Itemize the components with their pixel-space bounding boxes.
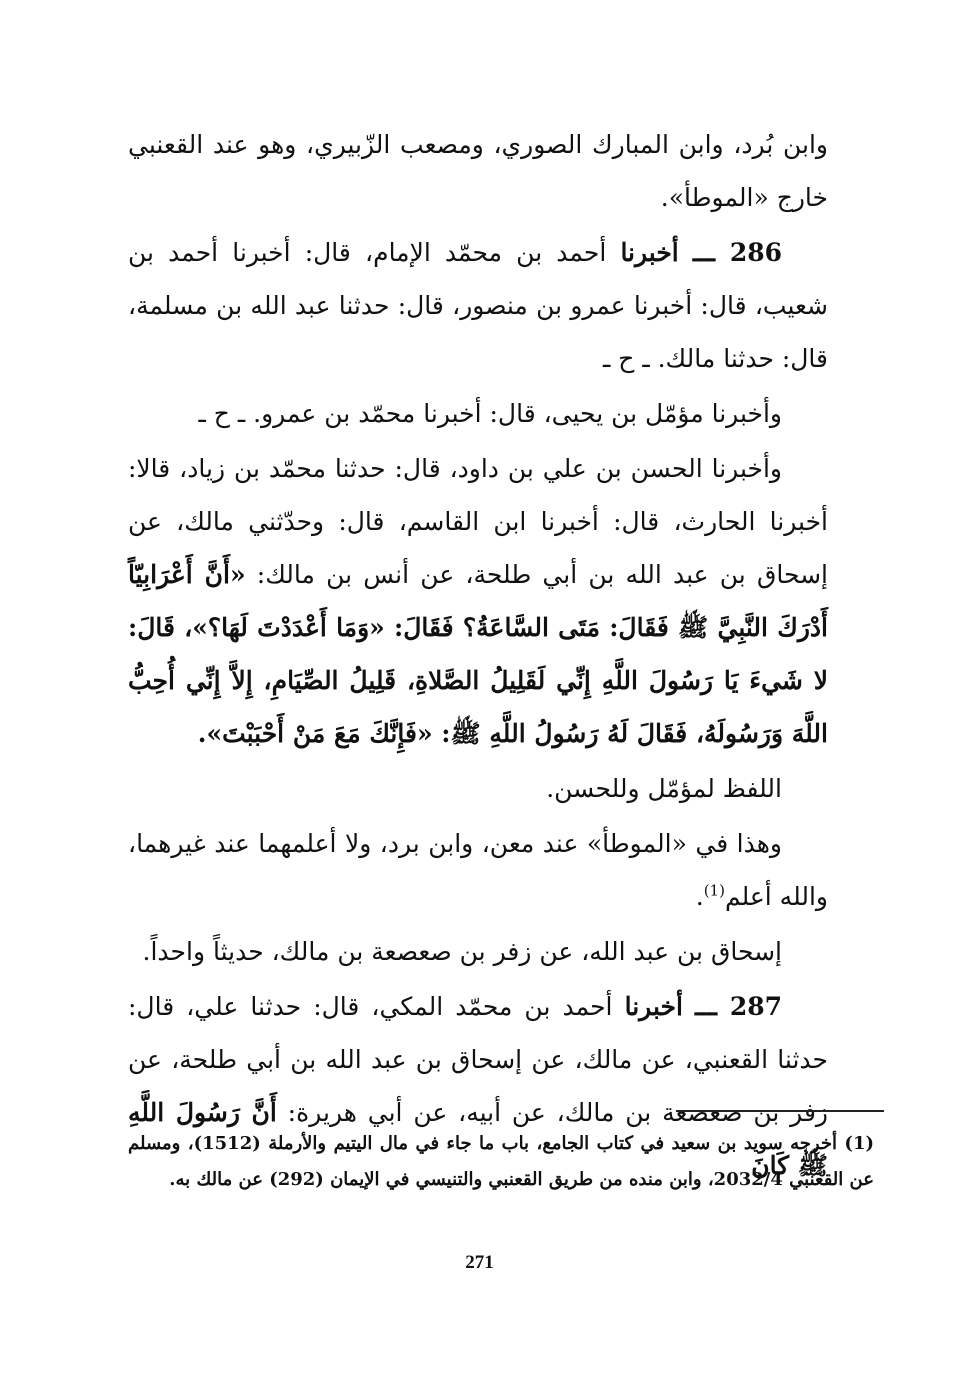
paragraph-text: وأخبرنا الحسن بن علي بن داود، قال: حدثنا محمّد بن زياد، قالا: أخبرنا الحارث، قال: أخبرنا ابن القاسم، قال: وحدّثني مالك، عن إسحاق بن عبد الله بن أبي طلحة، عن أنس بن مالك: bbox=[128, 454, 828, 589]
hadith-286 bbox=[128, 226, 828, 385]
hadith-lead-word: أخبرنا bbox=[620, 238, 679, 267]
hadith-number: 286 ـــ bbox=[692, 238, 782, 267]
footnote-1: (1) أخرجه سويد بن سعيد في كتاب الجامع، باب ما جاء في مال اليتيم والأرملة (1512)، ومسلم عن القعنبي 2032/4، وابن منده من طريق القعنبي والتنيسي في الإيمان (292) عن مالك به. bbox=[128, 1133, 874, 1190]
main-text bbox=[128, 118, 828, 1194]
paragraph-3 bbox=[128, 387, 828, 440]
paragraph-text: إسحاق بن عبد الله، عن زفر بن صعصعة بن مالك، حديثاً واحداً. bbox=[142, 937, 782, 966]
paragraph-text: أحمد بن محمّد الإمام، قال: أخبرنا أحمد بن شعيب، قال: أخبرنا عمرو بن منصور، قال: حدثنا عبد الله بن مسلمة، قال: حدثنا مالك. ـ ح ـ bbox=[128, 238, 828, 373]
paragraph-text: وهذا في «الموطأ» عند معن، وابن برد، ولا أعلمهما عند غيرهما، والله أعلم bbox=[128, 829, 828, 911]
paragraph-text: أحمد بن محمّد المكي، قال: حدثنا علي، قال: حدثنا القعنبي، عن مالك، عن إسحاق بن عبد الله بن أبي طلحة، عن زفر بن صعصعة بن مالك، عن أبيه، عن أبي هريرة: bbox=[128, 992, 829, 1127]
page-number: 271 bbox=[465, 1252, 494, 1273]
paragraph-text-end: . bbox=[695, 882, 704, 911]
paragraph-text: اللفظ لمؤمّل وللحسن. bbox=[546, 774, 782, 803]
hadith-quote: «أَنَّ أَعْرَابِيّاً أَدْرَكَ النَّبِيَّ ﷺ فَقَالَ: مَتَى السَّاعَةُ؟ فَقَالَ: «وَمَا أَعْدَدْتَ لَهَا؟»، قَالَ: لا شَيءَ يَا رَسُولَ اللَّهِ إِنِّي لَقَلِيلُ الصَّلاةِ، قَلِيلُ الصِّيَامِ، إِلاَّ إِنِّي أُحِبُّ اللَّهَ وَرَسُولَهُ، فَقَالَ لَهُ رَسُولُ اللَّهِ ﷺ: «فَإِنَّكَ مَعَ مَنْ أَحْبَبْتَ». bbox=[128, 560, 828, 748]
paragraph-4 bbox=[128, 442, 828, 760]
paragraph-text: وأخبرنا مؤمّل بن يحيى، قال: أخبرنا محمّد بن عمرو. ـ ح ـ bbox=[198, 399, 782, 428]
hadith-quote: أَنَّ رَسُولَ اللَّهِ ﷺ كَانَ bbox=[128, 1098, 828, 1180]
paragraph-5 bbox=[128, 762, 828, 815]
paragraph-7 bbox=[128, 925, 828, 978]
hadith-lead-word: أخبرنا bbox=[624, 992, 683, 1021]
footnote-divider bbox=[676, 1110, 884, 1112]
footnotes bbox=[128, 1126, 874, 1198]
paragraph-6 bbox=[128, 817, 828, 923]
footnote-reference[interactable]: (1) bbox=[703, 881, 725, 900]
paragraph-text: وابن بُرد، وابن المبارك الصوري، ومصعب الزّبيري، وهو عند القعنبي خارج «الموطأ». bbox=[128, 130, 828, 212]
paragraph-1 bbox=[128, 118, 828, 224]
hadith-number: 287 ـــ bbox=[695, 992, 782, 1021]
